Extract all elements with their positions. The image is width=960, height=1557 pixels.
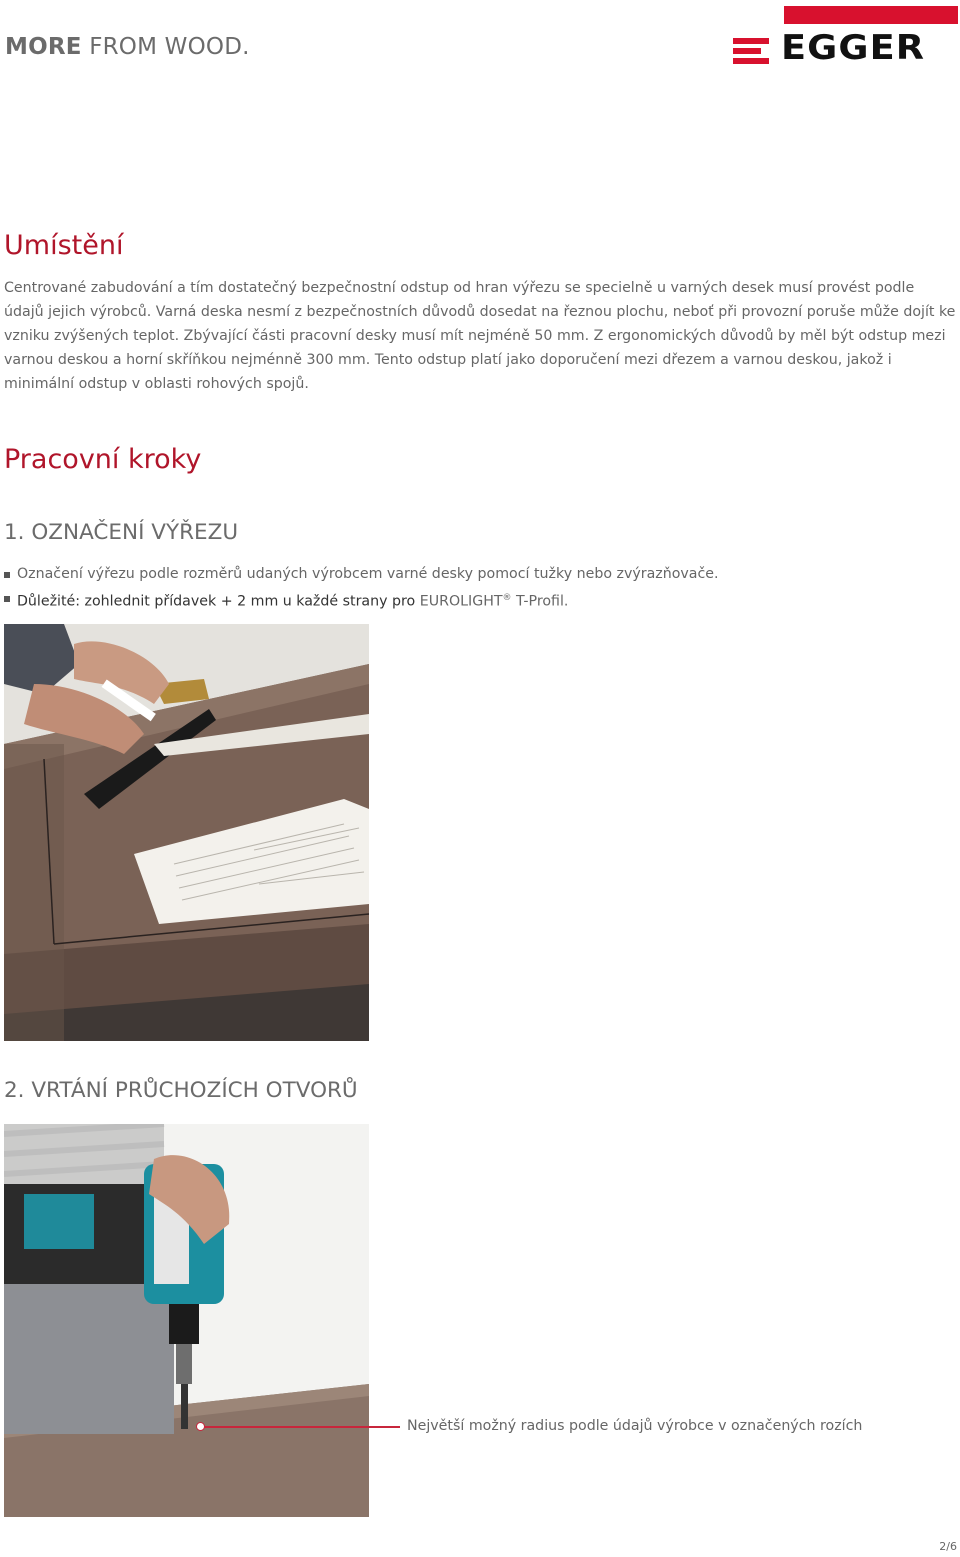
eurolight-ref: EUROLIGHT xyxy=(419,593,503,610)
section-title-work-steps: Pracovní kroky xyxy=(4,444,202,475)
step-1-bullets xyxy=(4,562,719,614)
tagline-light: FROM WOOD. xyxy=(89,34,250,60)
tagline-bold: MORE xyxy=(5,34,82,60)
profile-ref: T-Profil. xyxy=(516,593,569,610)
callout-line xyxy=(200,1426,400,1428)
step-2-heading: 2. VRTÁNÍ PRŮCHOZÍCH OTVORŮ xyxy=(4,1078,358,1103)
callout-marker xyxy=(196,1422,205,1431)
tagline xyxy=(5,34,250,60)
registered-mark: ® xyxy=(502,593,512,603)
callout-text: Největší možný radius podle údajů výrobce v označených rozích xyxy=(407,1418,863,1434)
step-1-heading: 1. OZNAČENÍ VÝŘEZU xyxy=(4,520,239,545)
egger-logo xyxy=(733,6,958,68)
photo-drilling xyxy=(4,1124,369,1517)
placement-paragraph: Centrované zabudování a tím dostatečný bezpečnostní odstup od hran výřezu se specielně u varných desek musí provést podle údajů jejich výrobců. Varná deska nesmí z bezpečnostních důvodů dosedat na řeznou plochu, neboť při provozní poruše může dojít ke vzniku zvýšených teplot. Zbývající části pracovní desky musí mít nejméně 50 mm. Z ergonomických důvodů by měl být odstup mezi varnou deskou a horní skříňkou nejménně 300 mm. Tento odstup platí jako doporučení mezi dřezem a varnou deskou, jakož i minimální odstup v oblasti rohových spojů. xyxy=(4,280,956,392)
bullet-item: Důležité: zohlednit přídavek + 2 mm u každé strany pro EUROLIGHT® T-Profil. xyxy=(4,586,719,614)
logo-word: EGGER xyxy=(781,28,926,68)
section-title-placement: Umístění xyxy=(4,230,124,261)
page-number: 2/6 xyxy=(939,1540,957,1553)
bullet-item: Označení výřezu podle rozměrů udaných výrobcem varné desky pomocí tužky nebo zvýrazňovače. xyxy=(4,562,719,586)
photo-marking-cutout xyxy=(4,624,369,1041)
